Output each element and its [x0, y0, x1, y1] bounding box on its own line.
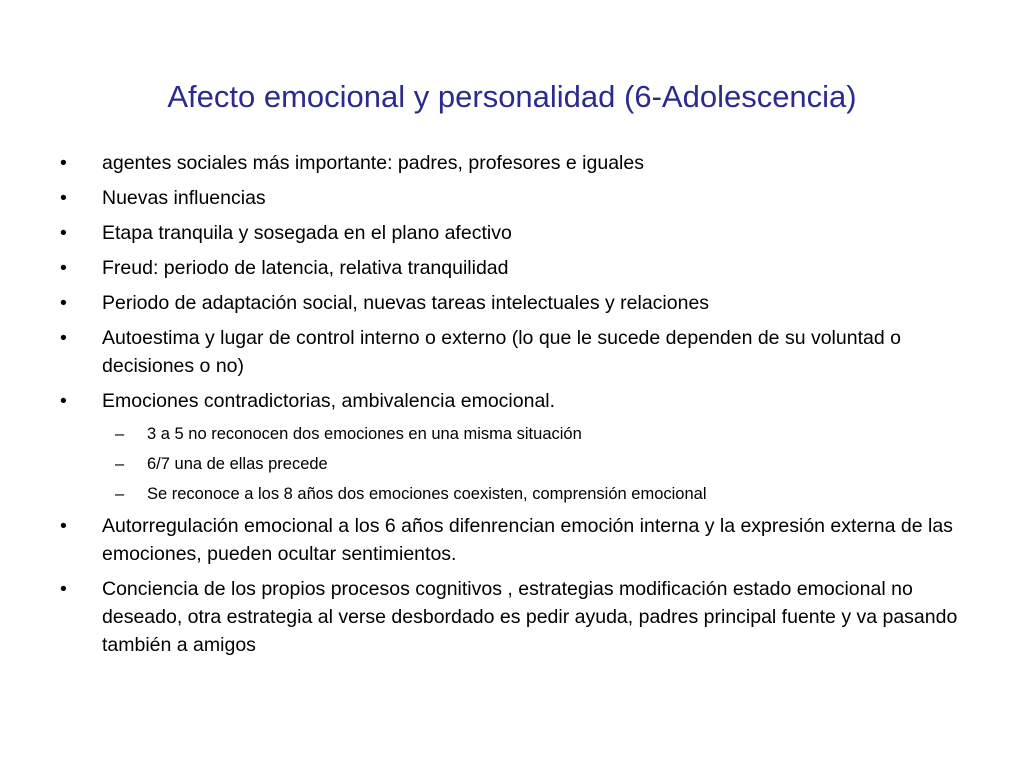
dash-icon: – — [115, 485, 125, 503]
bullet-item — [60, 387, 960, 415]
bullet-icon: • — [60, 257, 67, 279]
slide-title: Afecto emocional y personalidad (6-Adolescencia) — [167, 79, 857, 114]
bullet-item — [60, 324, 960, 380]
bullet-text: Etapa tranquila y sosegada en el plano afectivo — [102, 222, 512, 244]
bullet-icon: • — [60, 222, 67, 244]
bullet-item — [60, 512, 960, 568]
bullet-item — [60, 219, 960, 247]
bullet-item — [60, 149, 960, 177]
bullet-icon: • — [60, 515, 67, 537]
bullet-text: Autoestima y lugar de control interno o externo (lo que le sucede dependen de su voluntad o decisiones o no) — [102, 327, 901, 377]
bullet-icon: • — [60, 292, 67, 314]
bullet-text: Nuevas influencias — [102, 187, 266, 209]
bullet-item — [60, 184, 960, 212]
bullet-icon: • — [60, 327, 67, 349]
bullet-item — [60, 575, 960, 659]
bullet-icon: • — [60, 390, 67, 412]
bullet-icon: • — [60, 187, 67, 209]
bullet-text: agentes sociales más importante: padres, profesores e iguales — [102, 152, 644, 174]
bullet-text: Freud: periodo de latencia, relativa tranquilidad — [102, 257, 509, 279]
bullet-text: Emociones contradictorias, ambivalencia emocional. — [102, 390, 556, 412]
bullet-icon: • — [60, 578, 67, 600]
bullet-text: Autorregulación emocional a los 6 años difenrencian emoción interna y la expresión externa de las emociones, pueden ocultar sentimientos. — [102, 515, 953, 565]
bullet-item — [60, 254, 960, 282]
bullet-item — [60, 289, 960, 317]
bullet-text: Periodo de adaptación social, nuevas tareas intelectuales y relaciones — [102, 292, 710, 314]
bullet-text: Conciencia de los propios procesos cognitivos , estrategias modificación estado emocional no deseado, otra estrategia al verse desbordado es pedir ayuda, padres principal fuente y va pasando también a amigos — [102, 578, 958, 656]
dash-icon: – — [115, 455, 125, 473]
bullet-icon: • — [60, 152, 67, 174]
bullet-list — [60, 149, 960, 666]
sub-bullet-item — [60, 482, 960, 506]
sub-bullet-item — [60, 452, 960, 476]
sub-bullet-text: 3 a 5 no reconocen dos emociones en una misma situación — [147, 425, 582, 443]
dash-icon: – — [115, 425, 125, 443]
sub-bullet-text: Se reconoce a los 8 años dos emociones coexisten, comprensión emocional — [147, 485, 707, 503]
sub-bullet-text: 6/7 una de ellas precede — [147, 455, 328, 473]
sub-bullet-item — [60, 422, 960, 446]
